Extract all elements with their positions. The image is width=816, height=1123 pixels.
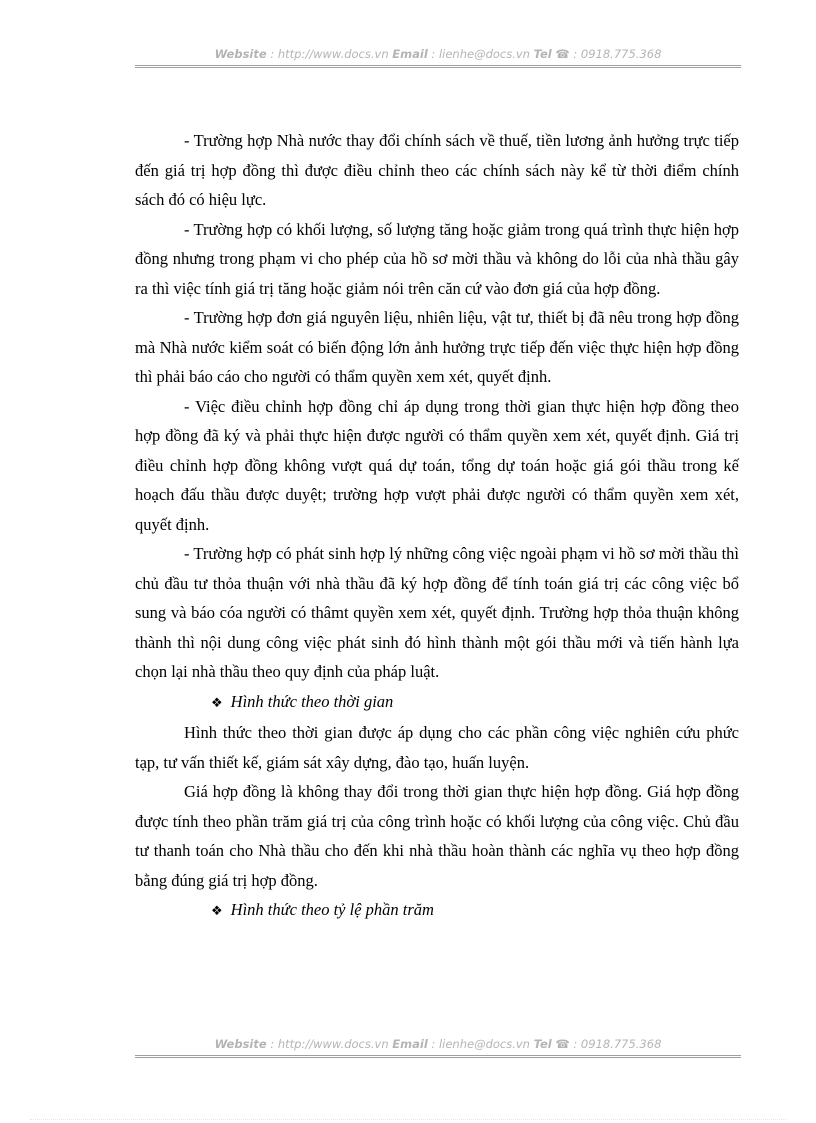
phone-icon: ☎ — [555, 1037, 570, 1051]
heading-time-based — [135, 687, 739, 719]
header-website-label: Website — [214, 47, 267, 61]
document-body — [135, 126, 739, 927]
page-header — [135, 47, 741, 61]
page-footer — [135, 1037, 741, 1051]
header-website-url[interactable]: : http://www.docs.vn — [266, 47, 393, 61]
heading-time-based-text: Hình thức theo thời gian — [230, 691, 394, 711]
paragraph-tax-policy: - Trường hợp Nhà nước thay đổi chính sách về thuế, tiền lương ảnh hưởng trực tiếp đến giá trị hợp đồng thì được điều chỉnh theo các chính sách này kể từ thời điểm chính sách đó có hiệu lực. — [135, 131, 739, 209]
paragraph-volume-change: - Trường hợp có khối lượng, số lượng tăng hoặc giảm trong quá trình thực hiện hợp đồng nhưng trong phạm vi cho phép của hồ sơ mời thầu và không do lỗi của nhà thầu gây ra thì việc tính giá trị tăng hoặc giảm nói trên căn cứ vào đơn giá của hợp đồng. — [135, 219, 739, 298]
paragraph-contract-adjustment: - Việc điều chỉnh hợp đồng chỉ áp dụng trong thời gian thực hiện hợp đồng theo hợp đồng đã ký và phải thực hiện được người có thẩm quyền xem xét, quyết định. Giá trị điều chỉnh hợp đồng không vượt quá dự toán, tổng dự toán hoặc giá gói thầu trong kế hoạch đấu thầu được duyệt; trường hợp vượt phải được người có thẩm quyền xem xét, quyết định. — [135, 396, 739, 534]
paragraph-additional-work: - Trường hợp có phát sinh hợp lý những công việc ngoài phạm vi hồ sơ mời thầu thì chủ đầu tư thỏa thuận với nhà thầu đã ký hợp đồng để tính toán giá trị các công việc bổ sung và báo cóa người có thâmt quyền xem xét, quyết định. Trường hợp thỏa thuận không thành thì nội dung công việc phát sinh đó hình thành một gói thầu mới và tiến hành lựa chọn lại nhà thầu theo quy định của pháp luật. — [135, 544, 739, 681]
diamond-bullet-icon: ❖ — [211, 695, 223, 711]
header-tel-label: Tel — [533, 47, 552, 61]
footer-website-url[interactable]: : http://www.docs.vn — [266, 1037, 393, 1051]
footer-tel-number: : 0918.775.368 — [569, 1037, 662, 1051]
heading-percentage-based-text: Hình thức theo tỷ lệ phần trăm — [230, 900, 434, 919]
paragraph-unit-price: - Trường hợp đơn giá nguyên liệu, nhiên liệu, vật tư, thiết bị đã nêu trong hợp đồng mà Nhà nước kiểm soát có biến động lớn ảnh hưởng trực tiếp đến việc thực hiện hợp đồng thì phải báo cáo cho người có thẩm quyền xem xét, quyết định. — [135, 308, 739, 386]
heading-percentage-based — [135, 895, 739, 927]
page-edge-divider — [30, 1119, 786, 1120]
footer-email-label: Email — [392, 1037, 428, 1051]
phone-icon: ☎ — [555, 47, 570, 61]
footer-email-address[interactable]: : lienhe@docs.vn — [427, 1037, 534, 1051]
header-tel-number: : 0918.775.368 — [569, 47, 662, 61]
header-divider — [135, 65, 741, 68]
paragraph-time-based-scope: Hình thức theo thời gian được áp dụng cho các phần công việc nghiên cứu phức tạp, tư vấn thiết kế, giám sát xây dựng, đào tạo, huấn luyện. — [135, 723, 739, 772]
paragraph-time-based-price: Giá hợp đồng là không thay đổi trong thời gian thực hiện hợp đồng. Giá hợp đồng được tính theo phần trăm giá trị của công trình hoặc có khối lượng của công việc. Chủ đầu tư thanh toán cho Nhà thầu cho đến khi nhà thầu hoàn thành các nghĩa vụ theo hợp đồng bằng đúng giá trị hợp đồng. — [135, 782, 739, 890]
header-email-label: Email — [392, 47, 428, 61]
footer-website-label: Website — [214, 1037, 267, 1051]
footer-divider — [135, 1055, 741, 1058]
footer-tel-label: Tel — [533, 1037, 552, 1051]
header-email-address[interactable]: : lienhe@docs.vn — [427, 47, 534, 61]
diamond-bullet-icon: ❖ — [211, 904, 223, 919]
